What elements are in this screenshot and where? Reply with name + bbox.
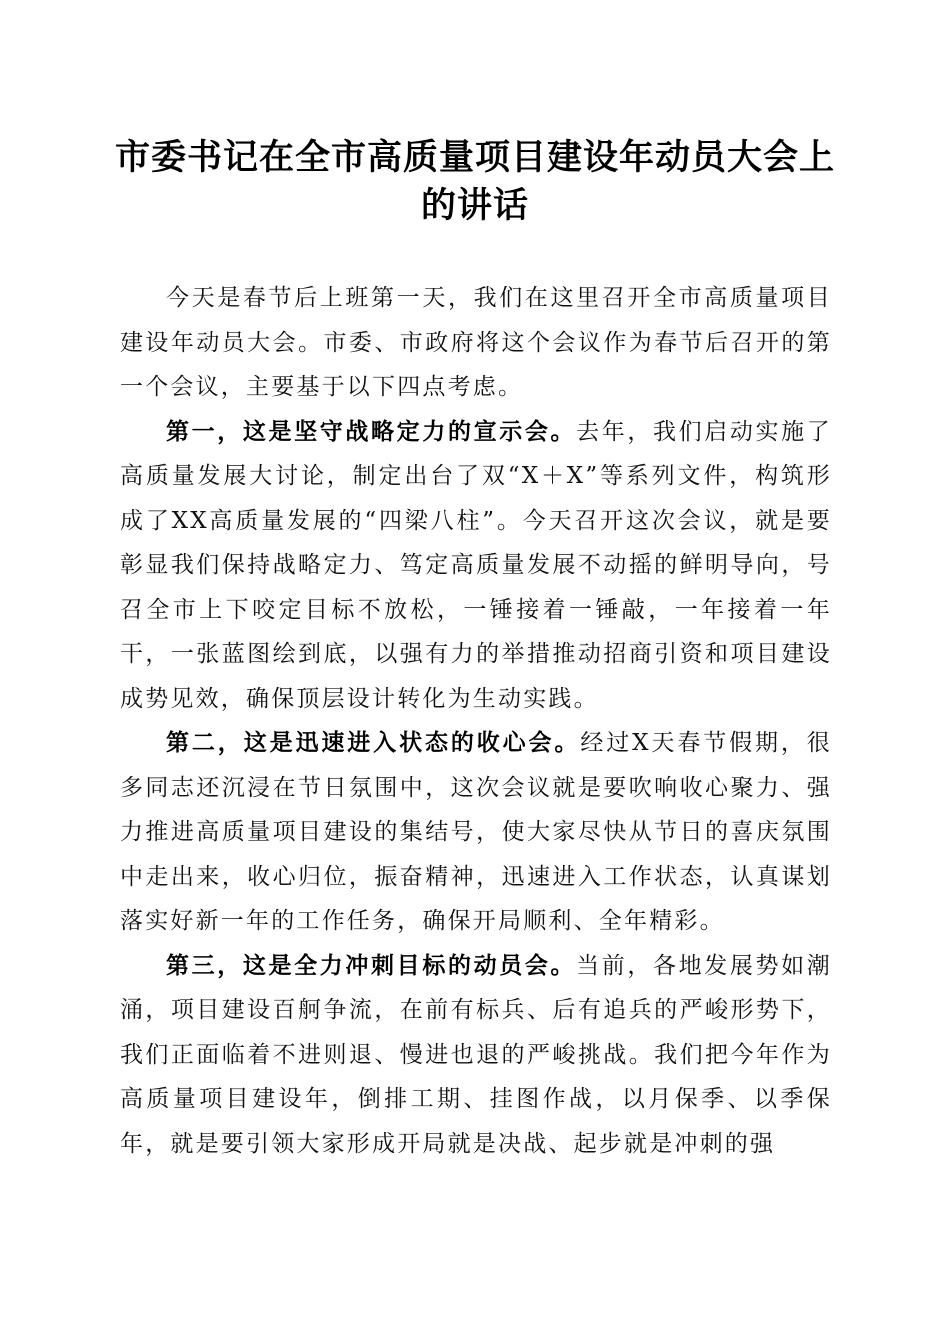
paragraph-text: 当前，各地发展势如潮涌，项目建设百舸争流，在前有标兵、后有追兵的严峻形势下，我们正面临着不进则退、慢进也退的严峻挑战。我们把今年作为高质量项目建设年，倒排工期、挂图作战，以月保季、以季保年，就是要引领大家形成开局就是决战、起步就是冲刺的强 [120,952,833,1157]
paragraph-text: 经过X天春节假期，很多同志还沉浸在节日氛围中，这次会议就是要吹响收心聚力、强力推进高质量项目建设的集结号，使大家尽快从节日的喜庆氛围中走出来，收心归位，振奋精神，迅速进入工作状态，认真谋划落实好新一年的工作任务，确保开局顺利、全年精彩。 [120,730,833,934]
document-body [120,276,832,1166]
paragraph-lead: 第三，这是全力冲刺目标的动员会。 [166,951,577,979]
paragraph-lead: 第一，这是坚守战略定力的宣示会。 [166,417,577,445]
paragraph-text: 去年，我们启动实施了高质量发展大讨论，制定出台了双“X＋X”等系列文件，构筑形成了XX高质量发展的“四梁八柱”。今天召开这次会议，就是要彰显我们保持战略定力、笃定高质量发展不动摇的鲜明导向，号召全市上下咬定目标不放松，一锤接着一锤敲，一年接着一年干，一张蓝图绘到底，以强有力的举措推动招商引资和项目建设成势见效，确保顶层设计转化为生动实践。 [120,418,833,712]
document-title: 市委书记在全市高质量项目建设年动员大会上的讲话 [114,137,835,226]
paragraph-first-point [120,410,832,722]
paragraph-lead: 第二，这是迅速进入状态的收心会。 [166,729,581,756]
paragraph-text: 今天是春节后上班第一天，我们在这里召开全市高质量项目建设年动员大会。市委、市政府将这个会议作为春节后召开的第一个会议，主要基于以下四点考虑。 [120,285,832,400]
paragraph-second-point [120,721,832,944]
paragraph-third-point [120,944,832,1167]
paragraph-intro [120,276,832,410]
